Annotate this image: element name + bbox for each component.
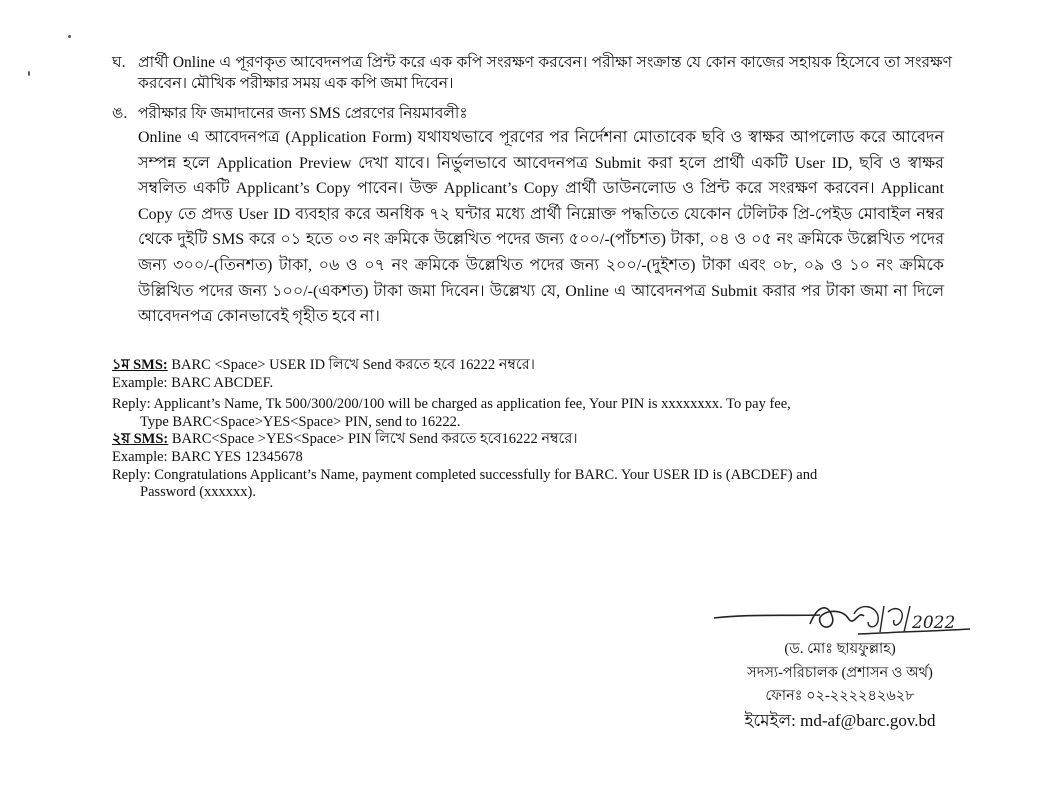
second-sms-example: Example: BARC YES 12345678 (112, 448, 303, 465)
item-text: প্রার্থী Online এ পূরণকৃত আবেদনপত্র প্রিন্ট করে এক কপি সংরক্ষণ করবেন। পরীক্ষা সংক্রান্ত যে কোন কাজের সহায়ক হিসেবে তা সংরক্ষণ করবেন। মৌখিক পরীক্ষার সময় এক কপি জমা দিবেন। (138, 54, 952, 92)
svg-text:2022: 2022 (912, 613, 956, 633)
second-sms-line (112, 431, 944, 449)
item-marker: ঙ. (112, 105, 128, 122)
second-sms-label: ২য় SMS: (112, 431, 169, 448)
sms-rules-paragraph: Online এ আবেদনপত্র (Application Form) যথাযথভাবে পূরণের পর নির্দেশনা মোতাবেক ছবি ও স্বাক্ষর আপলোড করে আবেদন সম্পন্ন হলে Application Preview দেখা যাবে। নির্ভুলভাবে আবেদনপত্র Submit করা হলে প্রার্থী একটি User ID, ছবি ও স্বাক্ষর সম্বলিত একটি Applicant’s Copy পাবেন। উক্ত Applicant’s Copy প্রার্থী ডাউনলোড ও প্রিন্ট করে সংরক্ষণ করবেন। Applicant Copy তে প্রদত্ত User ID ব্যবহার করে অনধিক ৭২ ঘন্টার মধ্যে প্রার্থী নিম্নোক্ত পদ্ধতিতে যেকোন টেলিটক প্রি-পেইড মোবাইল নম্বর থেকে দুইটি SMS করে ০১ হতে ০৩ নং ক্রমিকে উল্লেখিত পদের জন্য ৫০০/-(পাঁচশত) টাকা, ০৪ ও ০৫ নং ক্রমিকে উল্লেখিত পদের জন্য ৩০০/-(তিনশত) টাকা, ০৬ ও ০৭ নং ক্রমিকে উল্লেখিত পদের জন্য ২০০/-(দুইশত) টাকা এবং ০৮, ০৯ ও ১০ নং ক্রমিকে উল্লিখিত পদের জন্য ১০০/-(একশত) টাকা জমা দিবেন। উল্লেখ্য যে, Online এ আবেদনপত্র Submit করার পর টাকা জমা না দিলে আবেদনপত্র কোনভাবেই গৃহীত হবে না। (138, 129, 944, 326)
second-sms-instruction: BARC<Space >YES<Space> PIN লিখে Send করতে হবে16222 নম্বরে। (171, 431, 578, 448)
signatory-email: ইমেইল: md-af@barc.gov.bd (744, 711, 936, 730)
second-sms-reply (112, 467, 944, 502)
first-sms-reply (112, 396, 944, 431)
signatory-phone: ফোনঃ ০২-২২২২৪২৬২৮ (765, 688, 915, 704)
instruction-item-umo (112, 103, 952, 124)
item-heading: পরীক্ষার ফি জমাদানের জন্য SMS প্রেরণের নিয়মাবলীঃ (138, 105, 468, 122)
first-sms-example: Example: BARC ABCDEF. (112, 374, 274, 391)
scan-speck (28, 71, 30, 76)
second-reply-continuation: Password (xxxxxx). (140, 484, 256, 501)
first-reply-line: Reply: Applicant’s Name, Tk 500/300/200/100 will be charged as application fee, Your PIN is xxxxxxxx. To pay fee, (112, 396, 791, 413)
signatory-name: (ড. মোঃ ছায়ফুল্লাহ) (784, 641, 896, 657)
first-sms-line (112, 357, 944, 375)
scan-speck (68, 35, 71, 38)
first-reply-continuation: Type BARC<Space>YES<Space> PIN, send to 16222. (140, 413, 461, 430)
sms-instructions (112, 357, 944, 502)
signatory-designation: সদস্য-পরিচালক (প্রশাসন ও অর্থ) (747, 665, 933, 681)
first-sms-label: ১ম SMS: (112, 357, 168, 373)
item-marker: ঘ. (112, 54, 126, 71)
second-reply-line: Reply: Congratulations Applicant’s Name, payment completed successfully for BARC. Your USER ID is (ABCDEF) and (112, 466, 818, 483)
first-sms-instruction: BARC <Space> USER ID লিখে Send করতে হবে 16222 নম্বরে। (171, 357, 535, 373)
instruction-item-gha (112, 52, 952, 94)
